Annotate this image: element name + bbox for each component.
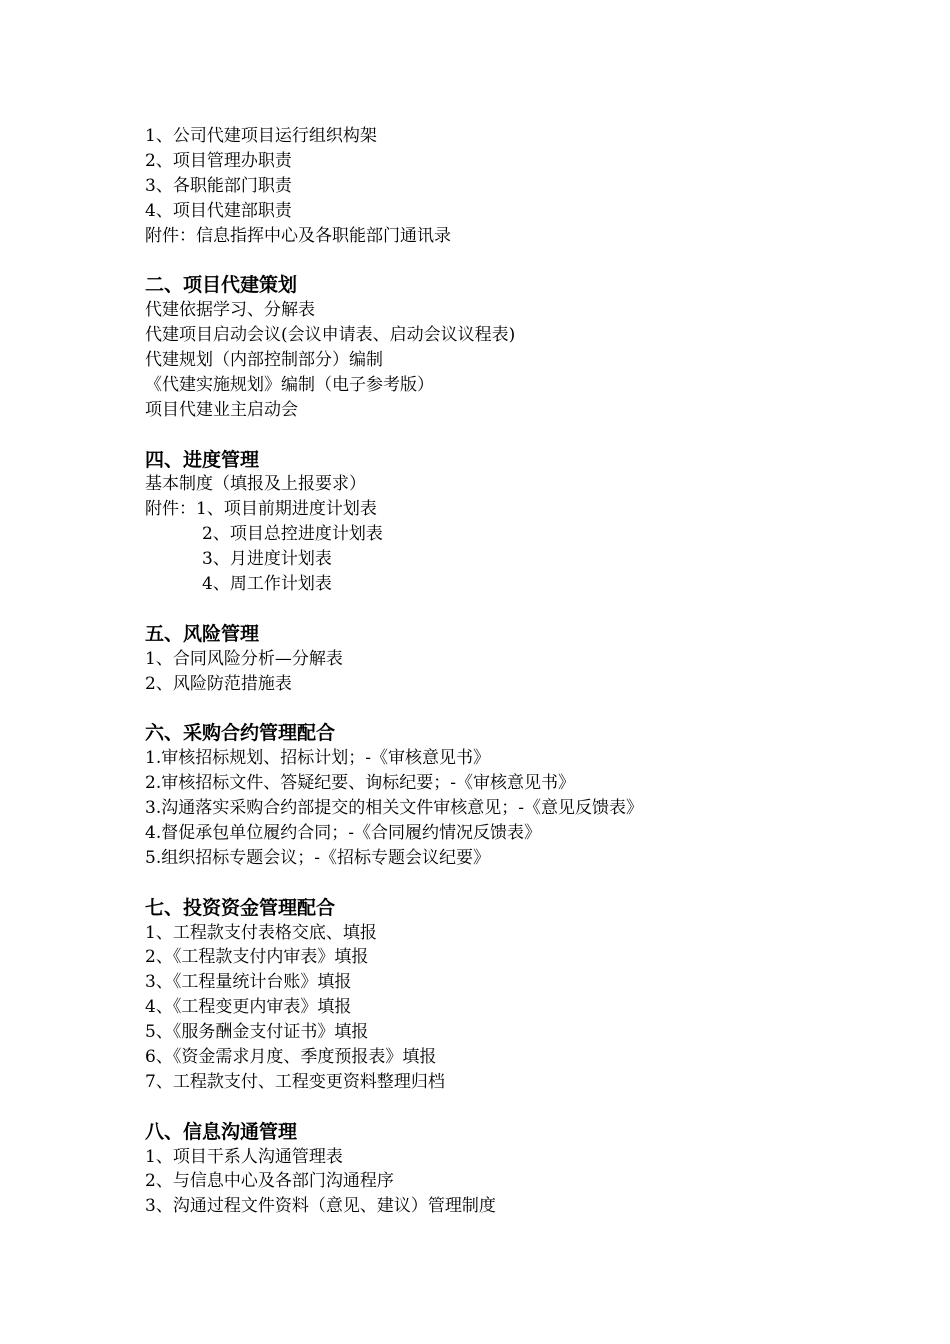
section-heading: 四、进度管理 (145, 448, 260, 471)
list-item: 代建规划（内部控制部分）编制 (145, 350, 383, 371)
section-planning (145, 273, 865, 422)
document-page (145, 124, 865, 1219)
list-item: 《代建实施规划》编制（电子参考版） (145, 374, 434, 395)
list-item: 代建项目启动会议(会议申请表、启动会议议程表) (145, 325, 516, 346)
section-risk (145, 622, 865, 697)
section-heading: 二、项目代建策划 (145, 274, 298, 297)
section-heading: 六、采购合约管理配合 (145, 722, 336, 745)
list-sub-item: 2、项目总控进度计划表 (202, 524, 383, 545)
list-item: 4、《工程变更内审表》填报 (145, 997, 352, 1018)
section-heading: 七、投资资金管理配合 (145, 896, 336, 919)
section-procurement (145, 721, 865, 870)
section-heading: 八、信息沟通管理 (145, 1120, 298, 1143)
list-item: 3、各职能部门职责 (145, 175, 292, 196)
list-item: 2、风险防范措施表 (145, 673, 292, 694)
section-org-structure (145, 124, 865, 248)
list-item: 1、合同风险分析—分解表 (145, 648, 343, 669)
list-item: 5.组织招标专题会议；-《招标专题会议纪要》 (145, 847, 490, 868)
list-item: 4.督促承包单位履约合同；-《合同履约情况反馈表》 (145, 822, 541, 843)
list-item: 1.审核招标规划、招标计划；-《审核意见书》 (145, 748, 490, 769)
list-sub-item: 4、周工作计划表 (202, 574, 332, 595)
list-item: 3、《工程量统计台账》填报 (145, 972, 352, 993)
list-item: 2.审核招标文件、答疑纪要、询标纪要；-《审核意见书》 (145, 773, 575, 794)
list-item: 项目代建业主启动会 (145, 399, 298, 420)
list-item: 附件：1、项目前期进度计划表 (145, 499, 377, 520)
list-item: 1、工程款支付表格交底、填报 (145, 922, 377, 943)
list-sub-item: 3、月进度计划表 (202, 549, 332, 570)
list-item: 4、项目代建部职责 (145, 200, 292, 221)
list-item: 1、项目干系人沟通管理表 (145, 1146, 343, 1167)
list-item: 3.沟通落实采购合约部提交的相关文件审核意见；-《意见反馈表》 (145, 798, 643, 819)
list-item: 7、工程款支付、工程变更资料整理归档 (145, 1071, 445, 1092)
list-item: 3、沟通过程文件资料（意见、建议）管理制度 (145, 1196, 496, 1217)
list-item: 1、公司代建项目运行组织构架 (145, 126, 377, 146)
list-item: 5、《服务酬金支付证书》填报 (145, 1022, 369, 1043)
list-item: 6、《资金需求月度、季度预报表》填报 (145, 1046, 437, 1067)
list-item: 代建依据学习、分解表 (145, 300, 315, 321)
list-item: 2、与信息中心及各部门沟通程序 (145, 1171, 394, 1192)
list-item: 2、项目管理办职责 (145, 150, 292, 171)
section-investment (145, 896, 865, 1095)
list-item: 附件：信息指挥中心及各职能部门通讯录 (145, 225, 451, 246)
section-heading: 五、风险管理 (145, 622, 260, 645)
section-schedule (145, 448, 865, 597)
section-communication (145, 1120, 865, 1220)
list-item: 2、《工程款支付内审表》填报 (145, 947, 369, 968)
list-item: 基本制度（填报及上报要求） (145, 474, 366, 495)
